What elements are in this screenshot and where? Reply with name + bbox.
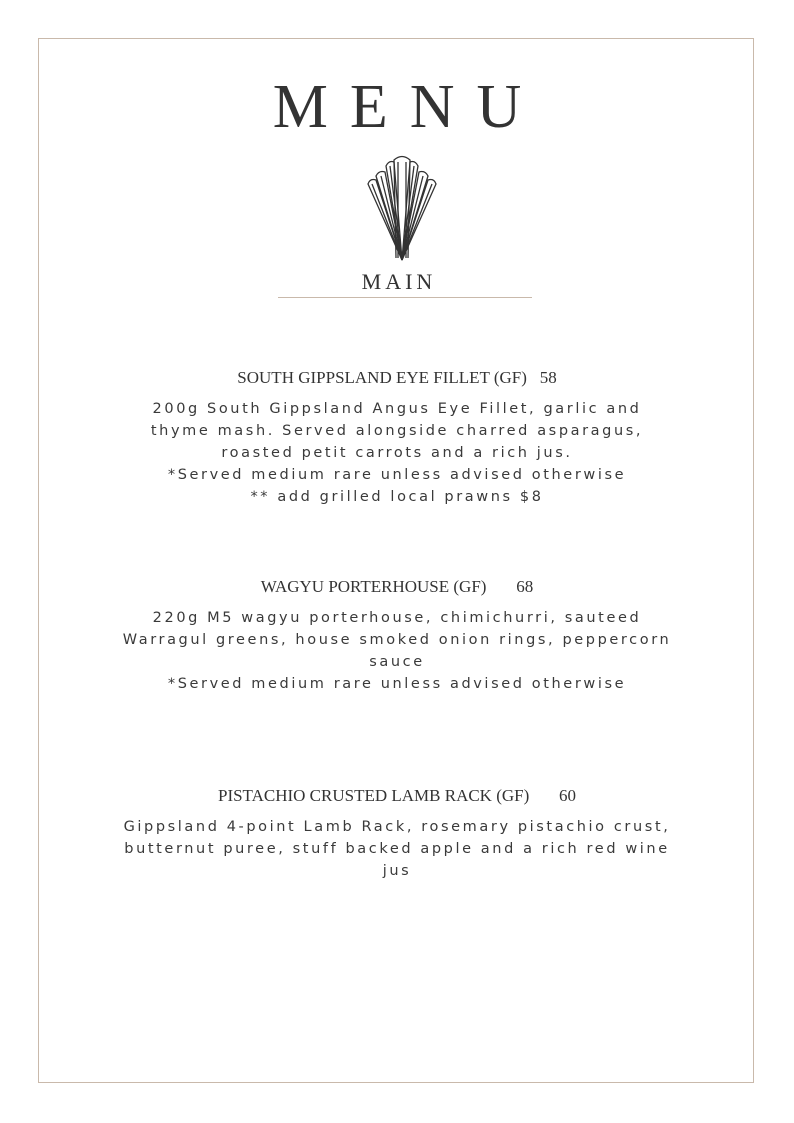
description-line: thyme mash. Served alongside charred asparagus, (150, 423, 644, 439)
section-divider (278, 297, 532, 298)
dish-name: PISTACHIO CRUSTED LAMB RACK (GF) (217, 786, 530, 805)
dish-header (0, 576, 794, 598)
description-line: butternut puree, stuff backed apple and a rich red wine (124, 841, 670, 857)
dish-name: SOUTH GIPPSLAND EYE FILLET (GF) (237, 368, 527, 387)
description-line: jus (382, 863, 412, 879)
dish-header (0, 785, 794, 807)
description-line: 200g South Gippsland Angus Eye Fillet, garlic and (152, 401, 642, 417)
description-line: *Served medium rare unless advised otherwise (167, 676, 627, 692)
shell-icon (362, 154, 442, 264)
dish-header (0, 367, 794, 389)
dish-price: 68 (516, 577, 534, 596)
dish-description (0, 398, 794, 508)
description-line: *Served medium rare unless advised otherwise (167, 467, 627, 483)
description-line: 220g M5 wagyu porterhouse, chimichurri, sauteed (152, 610, 642, 626)
description-line: Gippsland 4-point Lamb Rack, rosemary pistachio crust, (123, 819, 671, 835)
description-line: ** add grilled local prawns $8 (250, 489, 544, 505)
dish-description (0, 816, 794, 882)
menu-title: MENU (272, 73, 544, 141)
description-line: roasted petit carrots and a rich jus. (221, 445, 573, 461)
section-title: MAIN (361, 269, 437, 294)
description-line: Warragul greens, house smoked onion rings, peppercorn (122, 632, 672, 648)
description-line: sauce (369, 654, 425, 670)
dish-name: WAGYU PORTERHOUSE (GF) (260, 577, 487, 596)
dish-price: 60 (559, 786, 577, 805)
dish-price: 58 (539, 368, 557, 387)
dish-description (0, 607, 794, 695)
